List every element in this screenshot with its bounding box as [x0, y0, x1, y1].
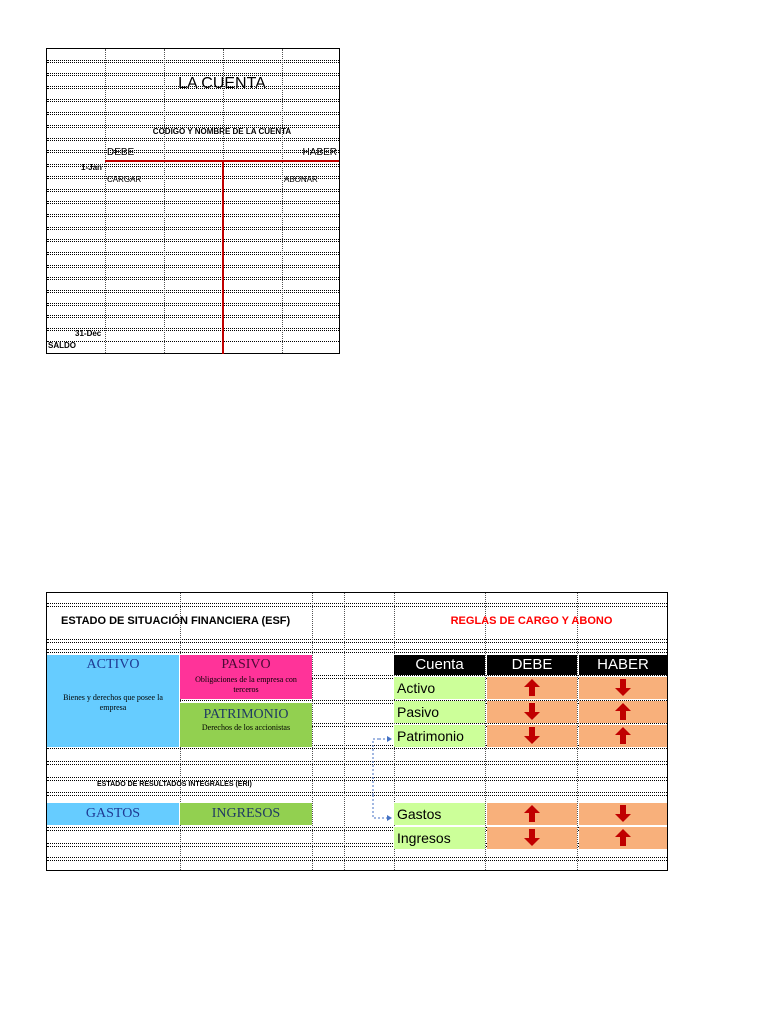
eri-title: ESTADO DE RESULTADOS INTEGRALES (ERI) [97, 781, 252, 788]
rule-debe-cell [487, 701, 577, 723]
gridline [485, 593, 486, 870]
down-arrow-icon [524, 727, 540, 744]
up-arrow-icon [615, 829, 631, 846]
rule-debe-cell [487, 827, 577, 849]
gridline [312, 593, 313, 870]
gridline [105, 49, 106, 353]
down-arrow-icon [615, 679, 631, 696]
pasivo-title: PASIVO [221, 657, 271, 672]
gridline [344, 593, 345, 870]
t-account-vertical-line [222, 160, 224, 354]
debe-label: DEBE [107, 147, 135, 158]
activo-title: ACTIVO [86, 657, 140, 672]
gridline [47, 239, 339, 240]
down-arrow-icon [524, 829, 540, 846]
gridline [47, 277, 339, 278]
gridline [47, 649, 667, 650]
gridline [47, 112, 339, 113]
activo-description: Bienes y derechos que posee la empresa [63, 693, 163, 712]
rule-haber-cell [579, 827, 667, 849]
gridline [47, 764, 667, 765]
gridline [47, 792, 667, 793]
gridline [47, 229, 339, 230]
rule-haber-cell [579, 725, 667, 747]
up-arrow-icon [615, 727, 631, 744]
haber-label: HABER [302, 147, 337, 158]
gastos-box: GASTOS [47, 803, 179, 825]
gridline [577, 593, 578, 870]
gridline [47, 60, 339, 61]
saldo-label: SALDO [48, 341, 76, 350]
gridline [47, 203, 339, 204]
gridline [47, 265, 339, 266]
gridline [47, 252, 339, 253]
activo-box [47, 655, 179, 747]
gridline [47, 315, 339, 316]
gridline [47, 290, 339, 291]
gridline [47, 140, 339, 141]
down-arrow-icon [524, 703, 540, 720]
gridline [47, 860, 667, 861]
gridline [47, 99, 339, 100]
gridline [47, 241, 339, 242]
rule-debe-cell [487, 725, 577, 747]
gridline [47, 189, 339, 190]
rule-haber-cell [579, 803, 667, 825]
gridline [47, 101, 339, 102]
end-date: 31-Dec [75, 329, 102, 338]
gridline [47, 214, 339, 215]
gridline [47, 125, 339, 126]
gridline [47, 305, 339, 306]
gridline [47, 317, 339, 318]
rules-header-cuenta: Cuenta [394, 655, 485, 675]
gridline [47, 191, 339, 192]
gridline [47, 201, 339, 202]
gridline [47, 603, 667, 604]
gridline [47, 62, 339, 63]
patrimonio-description: Derechos de los accionistas [201, 723, 291, 732]
gridline [47, 279, 339, 280]
up-arrow-icon [524, 805, 540, 822]
gridline [164, 49, 165, 353]
gridline [47, 303, 339, 304]
rule-cuenta-pasivo: Pasivo [394, 701, 485, 723]
gridline [47, 152, 339, 153]
patrimonio-box [180, 703, 312, 747]
gridline [47, 652, 667, 653]
gridline [47, 642, 667, 643]
gridline [47, 748, 667, 749]
gridline [47, 254, 339, 255]
connector-arrows [365, 733, 395, 823]
gridline [47, 138, 339, 139]
rule-debe-cell [487, 803, 577, 825]
patrimonio-title: PATRIMONIO [203, 707, 289, 722]
gridline [47, 150, 339, 151]
pasivo-description: Obligaciones de la empresa con terceros [195, 675, 297, 694]
gridline [47, 292, 339, 293]
account-code-name-label: CODIGO Y NOMBRE DE LA CUENTA [152, 127, 292, 136]
gridline [47, 857, 667, 858]
gridline [47, 761, 667, 762]
la-cuenta-sheet [46, 48, 340, 354]
rule-haber-cell [579, 701, 667, 723]
rule-cuenta-patrimonio: Patrimonio [394, 725, 485, 747]
pasivo-box [180, 655, 312, 699]
gridline [47, 73, 339, 74]
rules-header-debe: DEBE [487, 655, 577, 675]
ingresos-box: INGRESOS [180, 803, 312, 825]
gridline [47, 267, 339, 268]
rule-cuenta-gastos: Gastos [394, 803, 485, 825]
rule-debe-cell [487, 677, 577, 699]
gridline [47, 341, 339, 342]
esf-sheet [46, 592, 668, 871]
rule-haber-cell [579, 677, 667, 699]
rule-cuenta-ingresos: Ingresos [394, 827, 485, 849]
gridline [47, 795, 667, 796]
sheet-title: LA CUENTA [178, 75, 266, 92]
gridline [47, 216, 339, 217]
rules-header-haber: HABER [579, 655, 667, 675]
abonar-label: ABONAR [284, 175, 318, 184]
gridline [47, 227, 339, 228]
gridline [282, 49, 283, 353]
up-arrow-icon [615, 703, 631, 720]
gridline [47, 777, 667, 778]
down-arrow-icon [615, 805, 631, 822]
start-date: 1-Jan [81, 163, 102, 172]
cargar-label: CARGAR [107, 175, 142, 184]
rules-title: REGLAS DE CARGO Y ABONO [450, 615, 613, 627]
esf-title: ESTADO DE SITUACIÓN FINANCIERA (ESF) [61, 615, 291, 627]
gridline [47, 606, 667, 607]
rule-cuenta-activo: Activo [394, 677, 485, 699]
up-arrow-icon [524, 679, 540, 696]
gridline [47, 639, 667, 640]
gridline [47, 114, 339, 115]
